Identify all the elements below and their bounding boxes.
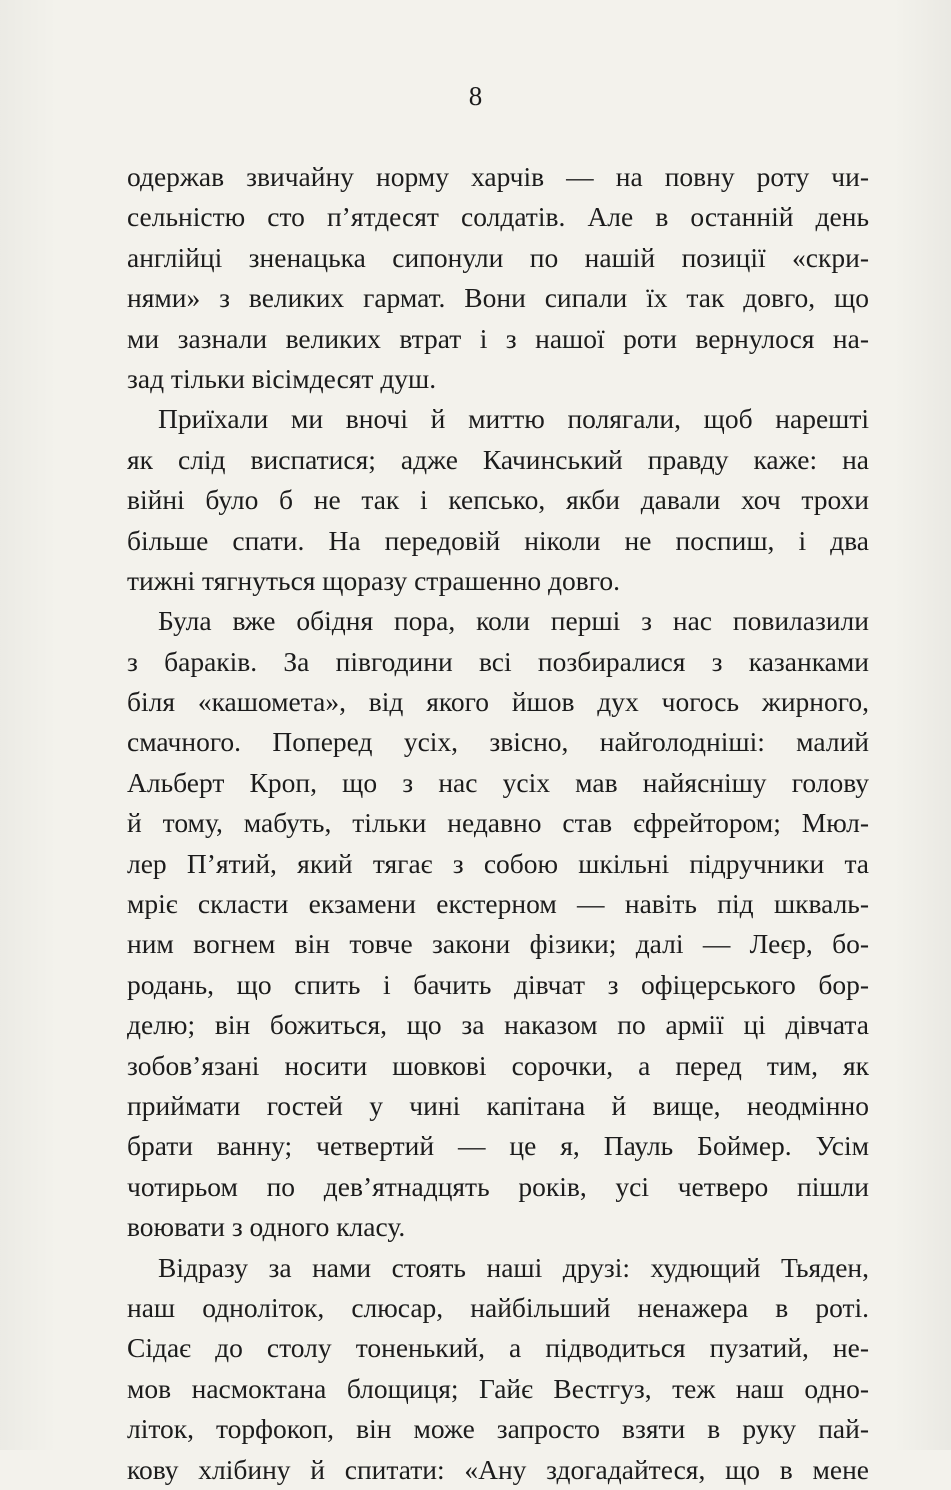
text-line: воювати з одного класу.: [127, 1211, 406, 1243]
text-line: мріє скласти екзамени екстерном — навіть під шкваль-: [127, 888, 869, 920]
text-line: ним вогнем він товче закони фізики; далі — Леєр, бо-: [127, 928, 869, 960]
text-line: кову хлібину й спитати: «Ану здогадайтеся, що в мене: [127, 1453, 869, 1485]
text-line: делю; він божиться, що за наказом по армії ці дівчата: [127, 1009, 869, 1041]
text-line: більше спати. На передовій ніколи не поспиш, і два: [127, 524, 869, 556]
text-line: Сідає до столу тоненький, а підводиться пузатий, не-: [127, 1332, 869, 1364]
text-line: наш одноліток, слюсар, найбільший ненажера в роті.: [127, 1291, 869, 1323]
text-line: чотирьом по дев’ятнадцять років, усі четверо пішли: [127, 1170, 869, 1202]
paragraph: [127, 1248, 869, 1490]
text-line: лер П’ятий, який тягає з собою шкільні підручники та: [127, 847, 869, 879]
text-line: війні було б не так і кепсько, якби давали хоч трохи: [127, 484, 869, 516]
text-line: Приїхали ми вночі й миттю полягали, щоб нарешті: [158, 403, 869, 435]
text-line: як слід виспатися; адже Качинський правду каже: на: [127, 443, 869, 475]
text-line: нями» з великих гармат. Вони сипали їх так довго, що: [127, 282, 869, 314]
paragraph: [127, 601, 869, 1247]
text-line: з бараків. За півгодини всі позбиралися з казанками: [127, 645, 869, 677]
text-line: ми зазнали великих втрат і з нашої роти вернулося на-: [127, 322, 869, 354]
text-line: й тому, мабуть, тільки недавно став єфрейтором; Мюл-: [127, 807, 869, 839]
text-line: родань, що спить і бачить дівчат з офіцерського бор-: [127, 968, 869, 1000]
text-line: тижні тягнуться щоразу страшенно довго.: [127, 564, 620, 596]
text-line: зад тільки вісімдесят душ.: [127, 362, 437, 394]
text-line: мов насмоктана блощиця; Гайє Вестгуз, теж наш одно-: [127, 1372, 869, 1404]
body-text: [127, 157, 869, 1490]
text-line: смачного. Поперед усіх, звісно, найголодніші: малий: [127, 726, 869, 758]
paragraph: [127, 157, 869, 399]
text-line: Відразу за нами стоять наші друзі: худющий Тьяден,: [158, 1251, 869, 1283]
text-line: приймати гостей у чині капітана й вище, неодмінно: [127, 1089, 869, 1121]
text-line: одержав звичайну норму харчів — на повну роту чи-: [127, 161, 869, 192]
text-line: літок, торфокоп, він може запросто взяти в руку пай-: [127, 1413, 869, 1445]
text-line: Була вже обідня пора, коли перші з нас повилазили: [158, 605, 869, 637]
text-line: зобов’язані носити шовкові сорочки, а перед тим, як: [127, 1049, 869, 1081]
text-line: біля «кашомета», від якого йшов дух чогось жирного,: [127, 686, 869, 718]
text-line: брати ванну; четвертий — це я, Пауль Боймер. Усім: [127, 1130, 869, 1162]
paragraph: [127, 399, 869, 601]
text-line: англійці зненацька сипонули по нашій позиції «скри-: [127, 241, 869, 273]
text-line: сельністю сто п’ятдесят солдатів. Але в останній день: [127, 201, 869, 233]
page-number: 8: [468, 81, 483, 111]
text-line: Альберт Кроп, що з нас усіх мав найяснішу голову: [127, 766, 869, 798]
